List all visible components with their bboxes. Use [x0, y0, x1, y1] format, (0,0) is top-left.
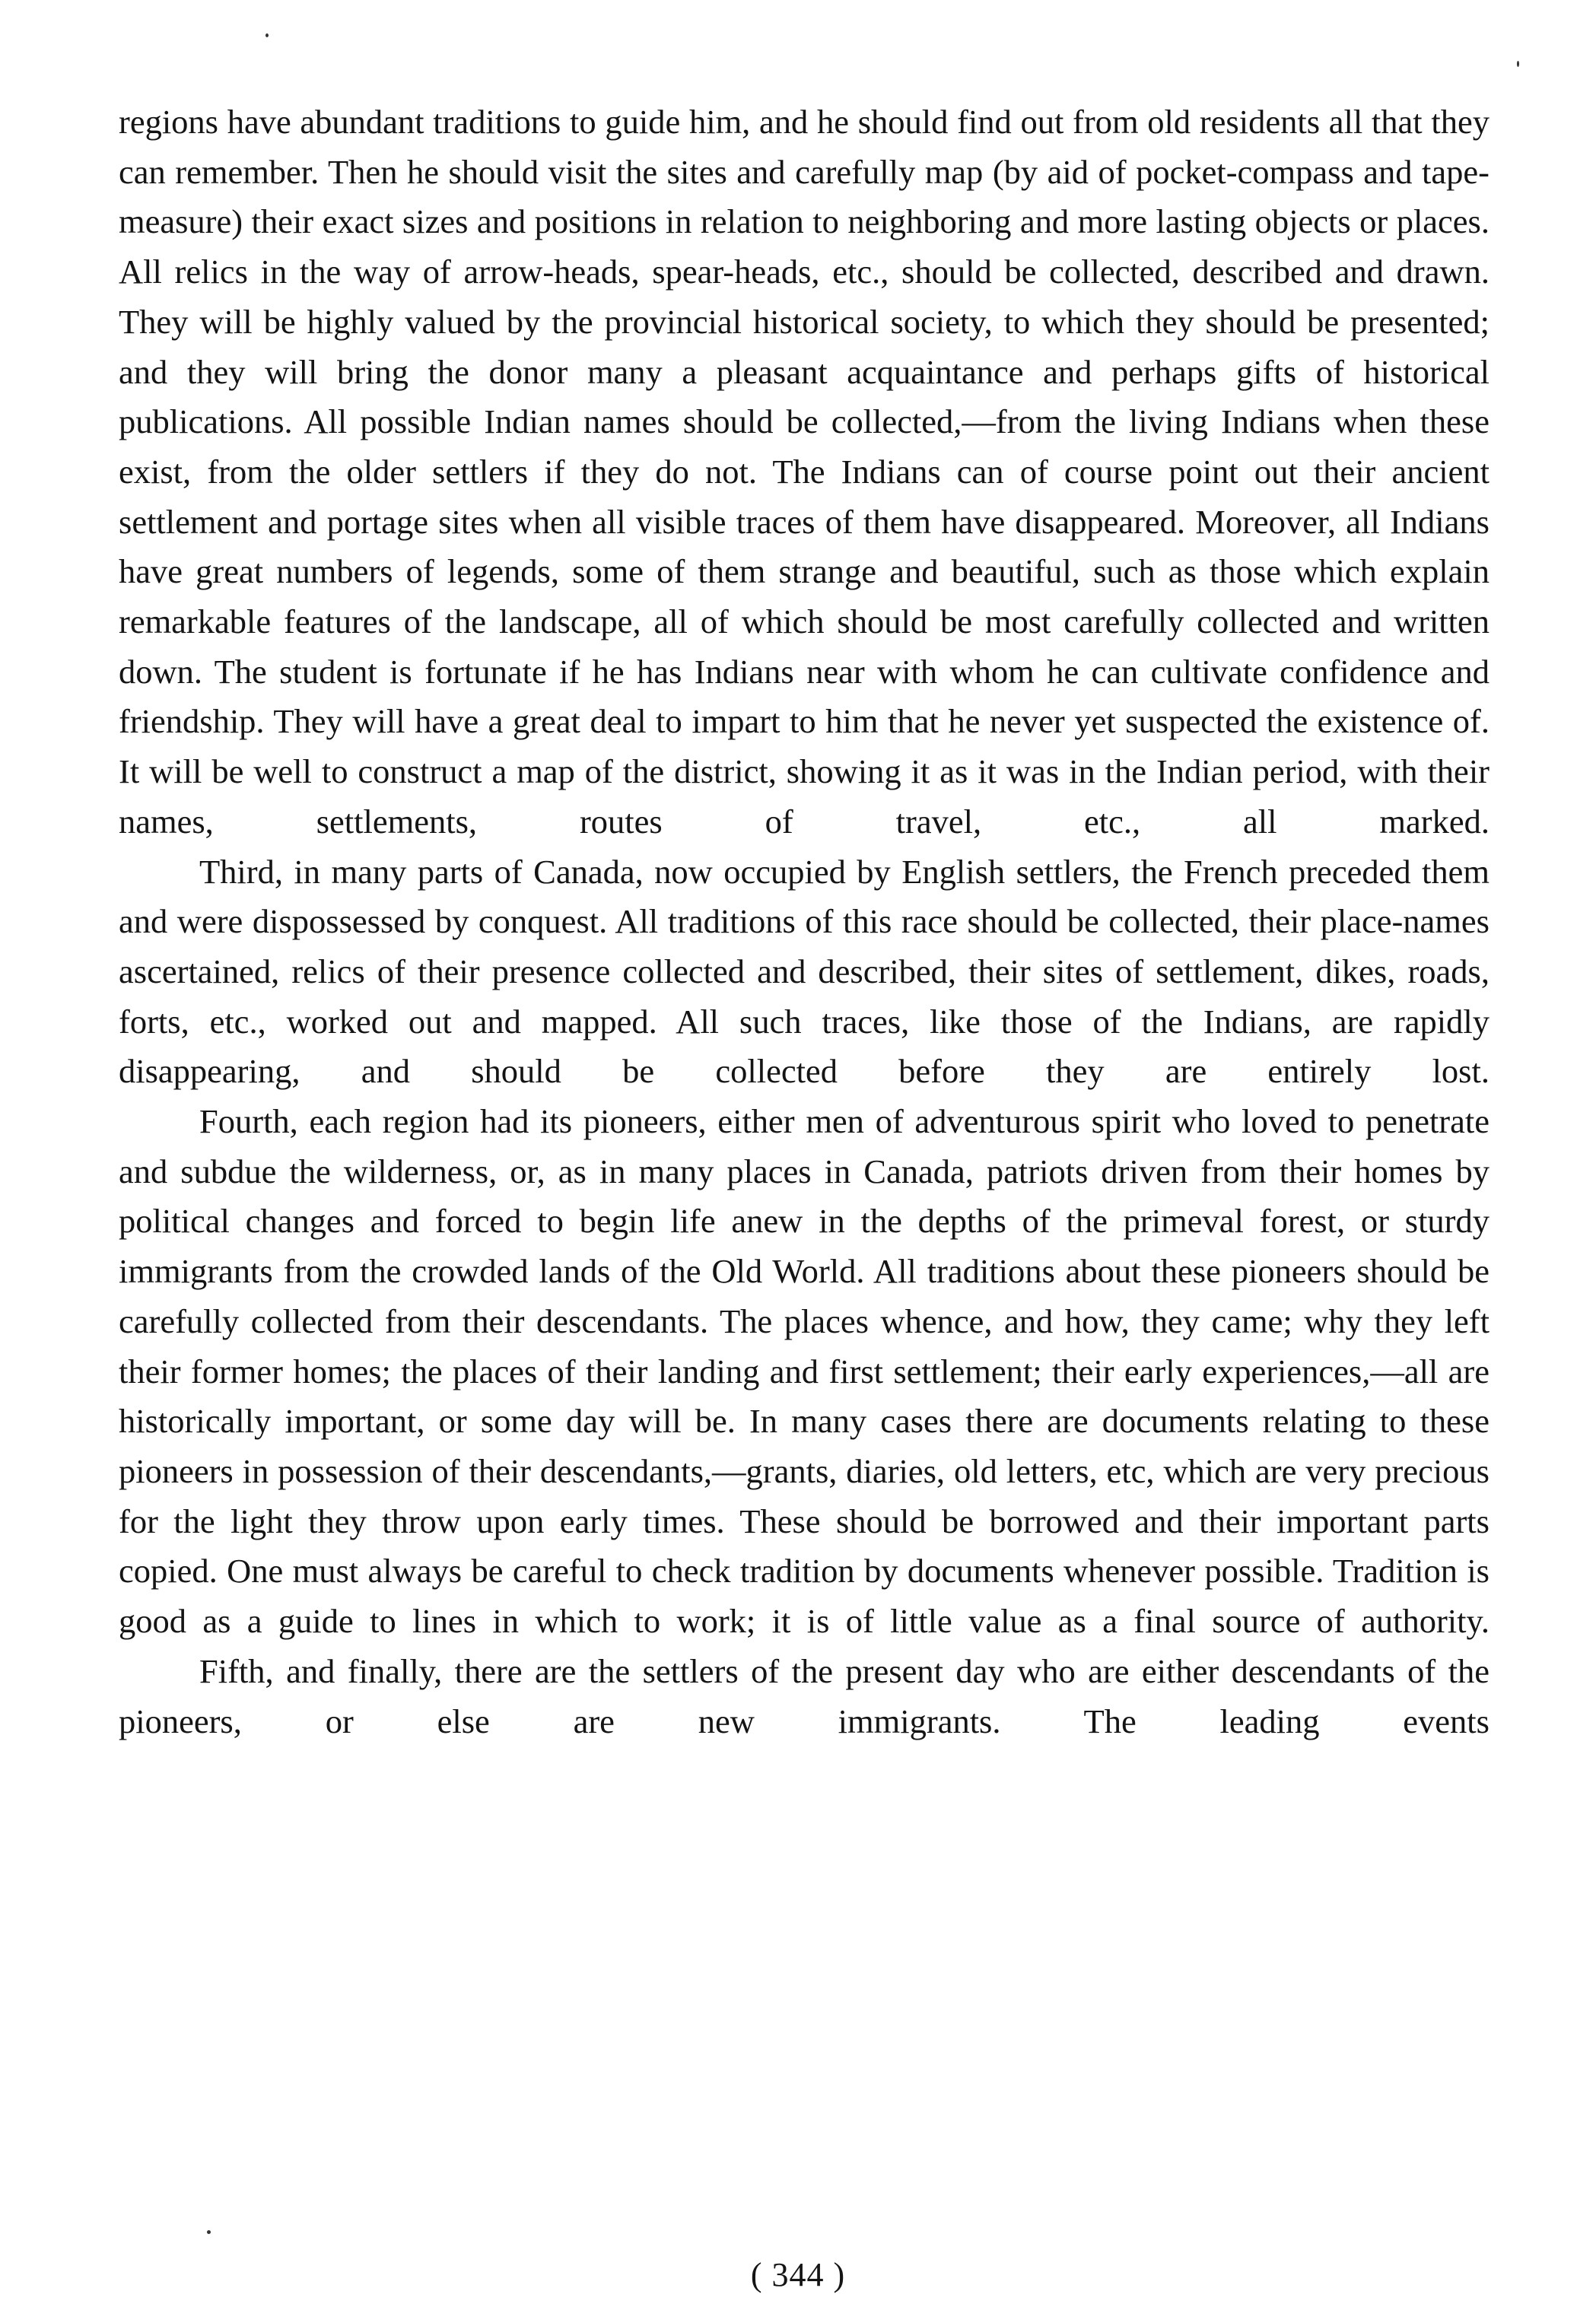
paragraph-3: Fourth, each region had its pioneers, either men of adventurous spirit who loved to penetrate and subdue the wilderness, or, as in many places in Canada, patriots driven from their homes by political changes and forced to begin life anew in the depths of the primeval forest, or sturdy immigrants from the crowded lands of the Old World. All traditions about these pioneers should be carefully collected from their descendants. The places whence, and how, they came; why they left their former homes; the places of their landing and first settlement; their early experiences,—all are historically important, or some day will be. In many cases there are documents relating to these pioneers in possession of their descendants,—grants, diaries, old letters, etc, which are very precious for the light they throw upon early times. These should be borrowed and their important parts copied. One must always be careful to check tradition by documents whenever possible. Tradition is good as a guide to lines in which to work; it is of little value as a final source of authority. [119, 1102, 1489, 1641]
page-body [119, 97, 1489, 1746]
print-speck [207, 2230, 211, 2234]
page-number: ( 344 ) [750, 2256, 846, 2293]
paragraph-2: Third, in many parts of Canada, now occupied by English settlers, the French preceded them and were dispossessed by conquest. All traditions of this race should be collected, their place-names ascertained, relics of their presence collected and described, their sites of settlement, dikes, roads, forts, etc., worked out and mapped. All such traces, like those of the Indians, are rapidly disappearing, and should be collected before they are entirely lost. [119, 852, 1489, 1091]
print-speck [265, 33, 269, 37]
print-speck [1517, 61, 1519, 67]
paragraph-4: Fifth, and finally, there are the settlers of the present day who are either descendants of the pioneers, or else are new immigrants. The leading events [119, 1651, 1489, 1740]
paragraph-1: regions have abundant traditions to guide him, and he should find out from old residents all that they can remember. Then he should visit the sites and carefully map (by aid of pocket-compass and tape-measure) their exact sizes and positions in relation to neighboring and more lasting objects or places. All relics in the way of arrow-heads, spear-heads, etc., should be collected, described and drawn. They will be highly valued by the provincial historical society, to which they should be presented; and they will bring the donor many a pleasant acquaintance and perhaps gifts of historical publications. All possible Indian names should be collected,—from the living Indians when these exist, from the older settlers if they do not. The Indians can of course point out their ancient settlement and portage sites when all visible traces of them have disappeared. Moreover, all Indians have great numbers of legends, some of them strange and beautiful, such as those which explain remarkable features of the landscape, all of which should be most carefully collected and written down. The student is fortunate if he has Indians near with whom he can cultivate confidence and friendship. They will have a great deal to impart to him that he never yet suspected the existence of. It will be well to construct a map of the district, showing it as it was in the Indian period, with their names, settlements, routes of travel, etc., all marked. [119, 103, 1489, 841]
